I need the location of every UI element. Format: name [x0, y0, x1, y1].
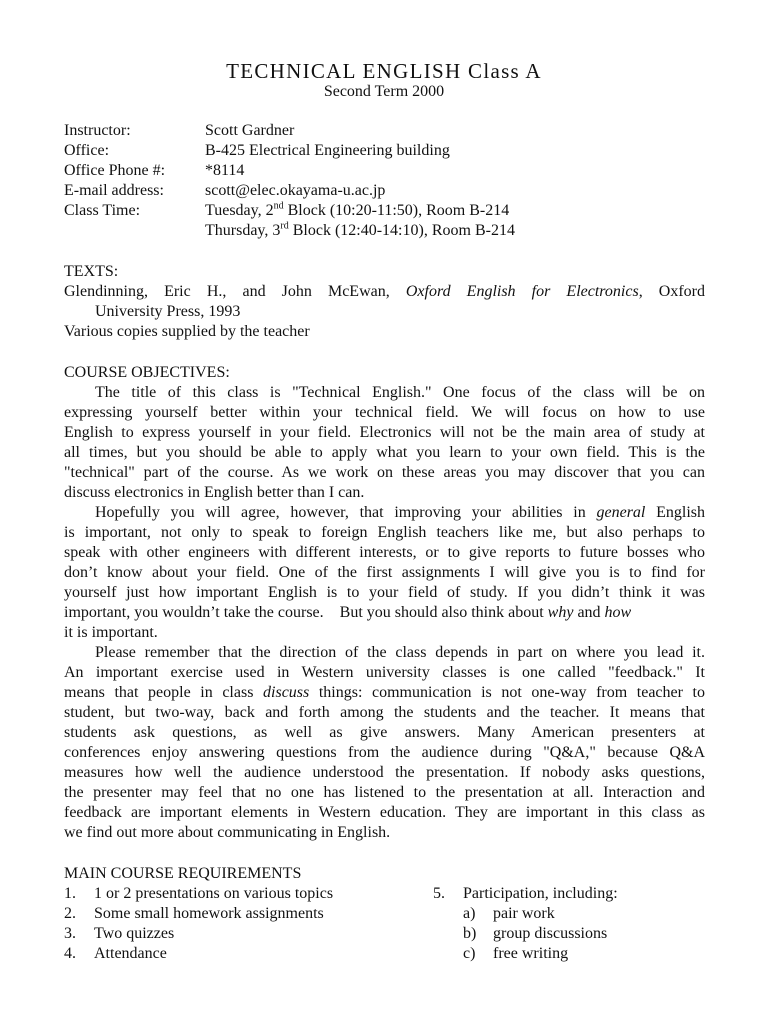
requirements-heading: MAIN COURSE REQUIREMENTS: [64, 865, 302, 882]
objectives-p2-line: is important, not only to speak to foreign English teachers like me, but also perhaps to: [64, 524, 705, 541]
objectives-p3-line: student, but two-way, back and forth among the students and the teacher. It means that: [64, 704, 705, 721]
objectives-heading: COURSE OBJECTIVES:: [64, 364, 230, 381]
objectives-p1-line: discuss electronics in English better than I can.: [64, 484, 365, 501]
list-item-number: 2.: [64, 905, 76, 922]
objectives-p3-line: means that people in class discuss things: communication is not one-way from teacher to: [64, 684, 705, 701]
list-item: Participation, including:: [463, 885, 618, 902]
sub-item-letter: b): [463, 925, 477, 942]
list-item: Some small homework assignments: [94, 905, 324, 922]
instructor-label: Instructor:: [64, 122, 131, 139]
list-item-number: 4.: [64, 945, 76, 962]
objectives-p3-line: An important exercise used in Western university classes is one called "feedback." It: [64, 664, 705, 681]
objectives-p3-line: the presenter may feel that no one has listened to the presentation at all. Interaction and: [64, 784, 705, 801]
sub-item: pair work: [493, 905, 555, 922]
objectives-p3-line: we find out more about communicating in English.: [64, 824, 391, 841]
objectives-p2-line: important, you wouldn’t take the course. But you should also think about why and how: [64, 604, 632, 621]
sub-item: free writing: [493, 945, 569, 962]
objectives-p1-line: The title of this class is "Technical English." One focus of the class will be on: [95, 384, 705, 401]
sub-item-letter: a): [463, 905, 476, 922]
objectives-p3-line: measures how well the audience understood the presentation. If nobody asks questions,: [64, 764, 705, 781]
objectives-p2-line: don’t know about your field. One of the first assignments I will give you is to find for: [64, 564, 705, 581]
sub-item: group discussions: [493, 925, 608, 942]
phone-label: Office Phone #:: [64, 162, 166, 179]
phone-value: *8114: [205, 162, 245, 179]
objectives-p1-line: English to express yourself in your field. Electronics will not be the main area of study at: [64, 424, 705, 441]
objectives-p1-line: all times, but you should be able to apply what you learn to your own field. This is the: [64, 444, 705, 461]
objectives-p1-line: "technical" part of the course. As we work on these areas you may discover that you can: [64, 464, 705, 481]
objectives-p3-line: conferences enjoy answering questions from the audience during "Q&A," because Q&A: [64, 744, 705, 761]
objectives-p2-line: speak with other engineers with different interests, or to give reports to future bosses who: [64, 544, 705, 561]
list-item: Two quizzes: [94, 925, 175, 942]
email-value: scott@elec.okayama-u.ac.jp: [205, 182, 386, 199]
texts-extra: Various copies supplied by the teacher: [64, 323, 310, 340]
texts-reference-line-2: University Press, 1993: [95, 303, 241, 320]
class-time-tuesday: Tuesday, 2nd Block (10:20-11:50), Room B-214: [205, 200, 510, 219]
office-value: B-425 Electrical Engineering building: [205, 142, 450, 159]
list-item-number: 3.: [64, 925, 76, 942]
class-time-label: Class Time:: [64, 202, 141, 219]
page-subtitle: Second Term 2000: [323, 83, 445, 100]
class-time-thursday: Thursday, 3rd Block (12:40-14:10), Room B-214: [205, 220, 515, 239]
objectives-p2-line: Hopefully you will agree, however, that improving your abilities in general English: [95, 504, 706, 521]
email-label: E-mail address:: [64, 182, 164, 199]
objectives-p2-line: yourself just how important English is to your field of study. If you didn’t think it was: [64, 584, 705, 601]
instructor-value: Scott Gardner: [205, 122, 295, 139]
texts-heading: TEXTS:: [64, 263, 119, 280]
sub-item-letter: c): [463, 945, 476, 962]
objectives-p2-line: it is important.: [64, 624, 158, 641]
office-label: Office:: [64, 142, 110, 159]
page-title: TECHNICAL ENGLISH Class A: [226, 59, 542, 83]
list-item: 1 or 2 presentations on various topics: [94, 885, 334, 902]
list-item-number: 5.: [433, 885, 445, 902]
objectives-p1-line: expressing yourself better within your technical field. We will focus on how to use: [64, 404, 705, 421]
objectives-p3-line: feedback are important elements in Western education. They are important in this class as: [64, 804, 705, 821]
texts-reference-line-1: Glendinning, Eric H., and John McEwan, Oxford English for Electronics, Oxford: [64, 283, 706, 300]
objectives-p3-line: students ask questions, as well as give answers. Many American presenters at: [64, 724, 705, 741]
objectives-p3-line: Please remember that the direction of the class depends in part on where you lead it.: [95, 644, 705, 661]
list-item: Attendance: [94, 945, 167, 962]
list-item-number: 1.: [64, 885, 76, 902]
